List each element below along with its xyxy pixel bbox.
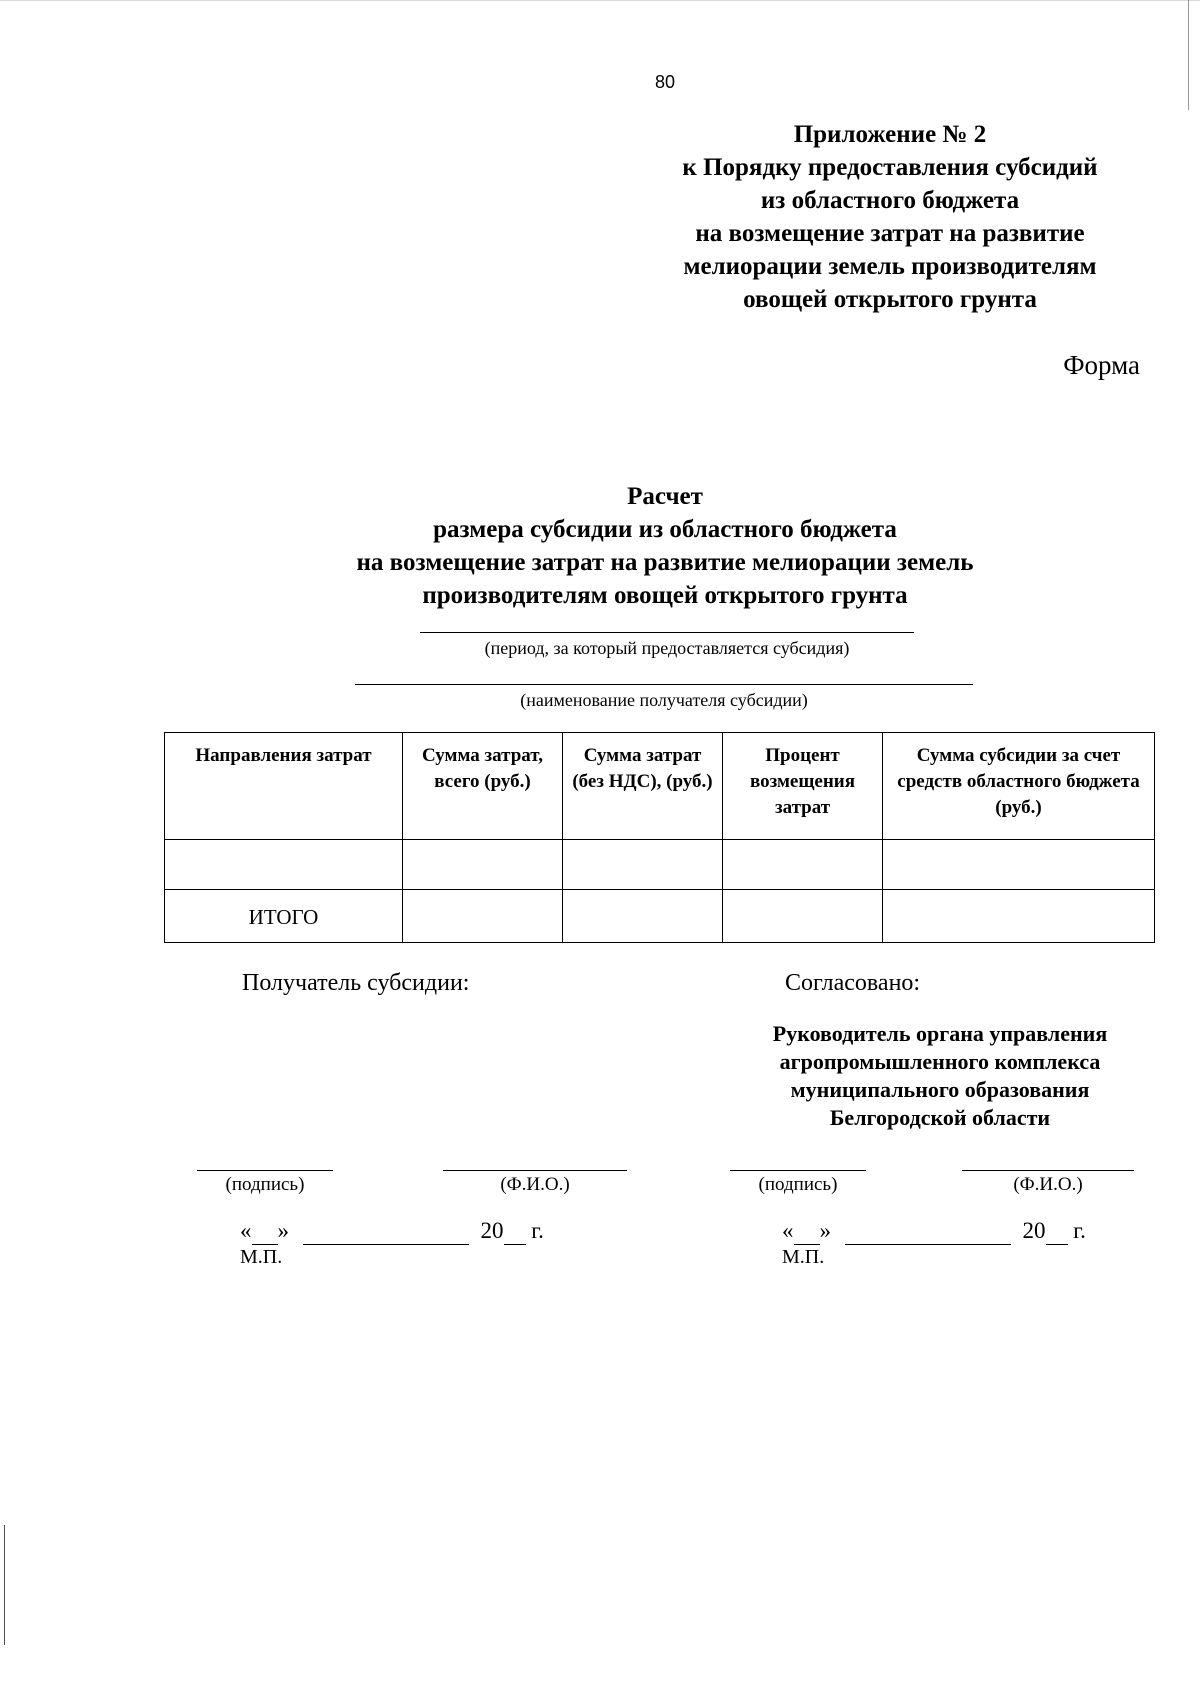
- scan-artifact-left-line: [4, 1525, 5, 1645]
- left-stamp-label: М.П.: [240, 1246, 283, 1268]
- head-of-agency-title: [725, 1020, 1155, 1132]
- head-line: Белгородской области: [829, 1105, 1051, 1130]
- appendix-line: к Порядку предоставления субсидий: [682, 154, 1098, 181]
- title-line: производителям овощей открытого грунта: [422, 582, 908, 609]
- header-cost-directions: Направления затрат: [165, 733, 403, 840]
- year-suffix: г.: [1067, 1218, 1086, 1243]
- left-signature-caption: (подпись): [225, 1174, 305, 1195]
- table-row: [165, 840, 1155, 890]
- header-costs-without-vat: Сумма затрат (без НДС), (руб.): [563, 733, 723, 840]
- right-year-blank[interactable]: [1046, 1218, 1068, 1245]
- appendix-line: мелиорации земель производителям: [683, 253, 1097, 280]
- table-cell[interactable]: [723, 840, 883, 890]
- table-cell[interactable]: [403, 890, 563, 943]
- year-prefix: 20: [1022, 1218, 1046, 1243]
- form-label: Форма: [1063, 350, 1140, 380]
- table-cell[interactable]: [563, 890, 723, 943]
- period-blank-line[interactable]: [420, 632, 914, 633]
- head-line: Руководитель органа управления: [772, 1021, 1108, 1046]
- right-date-row: [782, 1218, 1086, 1245]
- table-header-row: [165, 733, 1155, 840]
- right-fio-caption: (Ф.И.О.): [1013, 1174, 1083, 1195]
- left-signature-line[interactable]: [197, 1170, 333, 1171]
- table-cell[interactable]: [723, 890, 883, 943]
- left-year-blank[interactable]: [504, 1218, 526, 1245]
- period-caption: (период, за который предоставляется субсидия): [484, 638, 850, 658]
- scan-artifact-right-line: [1188, 0, 1189, 110]
- left-day-blank[interactable]: [252, 1218, 278, 1245]
- recipient-caption: (наименование получателя субсидии): [520, 690, 808, 710]
- header-subsidy-amount: Сумма субсидии за счет средств областного бюджета (руб.): [883, 733, 1155, 840]
- agreed-label: Согласовано:: [785, 970, 921, 996]
- title-line: Расчет: [627, 483, 703, 510]
- date-open-quote: «: [782, 1218, 794, 1243]
- scan-artifact-top-line: [0, 0, 1200, 1]
- subsidy-calculation-table: [164, 732, 1155, 943]
- right-stamp-label: М.П.: [782, 1246, 825, 1268]
- total-label: ИТОГО: [165, 890, 403, 943]
- appendix-line: на возмещение затрат на развитие: [695, 220, 1085, 247]
- table-total-row: [165, 890, 1155, 943]
- page-number: 80: [654, 72, 676, 92]
- right-day-blank[interactable]: [794, 1218, 820, 1245]
- left-fio-line[interactable]: [443, 1170, 627, 1171]
- appendix-line: из областного бюджета: [760, 187, 1020, 214]
- title-line: размера субсидии из областного бюджета: [433, 516, 897, 543]
- table-cell[interactable]: [883, 890, 1155, 943]
- right-signature-line[interactable]: [730, 1170, 866, 1171]
- head-line: агропромышленного комплекса: [779, 1049, 1101, 1074]
- left-fio-caption: (Ф.И.О.): [500, 1174, 570, 1195]
- right-month-blank[interactable]: [845, 1218, 1011, 1245]
- appendix-line: овощей открытого грунта: [743, 286, 1037, 313]
- appendix-line: Приложение № 2: [793, 121, 987, 148]
- table-cell[interactable]: [563, 840, 723, 890]
- year-suffix: г.: [525, 1218, 544, 1243]
- table-cell[interactable]: [403, 840, 563, 890]
- title-line: на возмещение затрат на развитие мелиорации земель: [356, 549, 974, 576]
- recipient-blank-line[interactable]: [355, 684, 973, 685]
- year-prefix: 20: [480, 1218, 504, 1243]
- left-month-blank[interactable]: [303, 1218, 469, 1245]
- left-date-row: [240, 1218, 544, 1245]
- header-total-costs: Сумма затрат, всего (руб.): [403, 733, 563, 840]
- appendix-heading: [640, 118, 1140, 316]
- header-reimbursement-percent: Процент возмещения затрат: [723, 733, 883, 840]
- right-signature-caption: (подпись): [758, 1174, 838, 1195]
- date-open-quote: «: [240, 1218, 252, 1243]
- recipient-label: Получатель субсидии:: [242, 970, 470, 996]
- date-close-quote: »: [819, 1218, 831, 1243]
- head-line: муниципального образования: [790, 1077, 1090, 1102]
- table-cell[interactable]: [165, 840, 403, 890]
- date-close-quote: »: [277, 1218, 289, 1243]
- right-fio-line[interactable]: [962, 1170, 1134, 1171]
- table-cell[interactable]: [883, 840, 1155, 890]
- document-title: [0, 480, 1200, 612]
